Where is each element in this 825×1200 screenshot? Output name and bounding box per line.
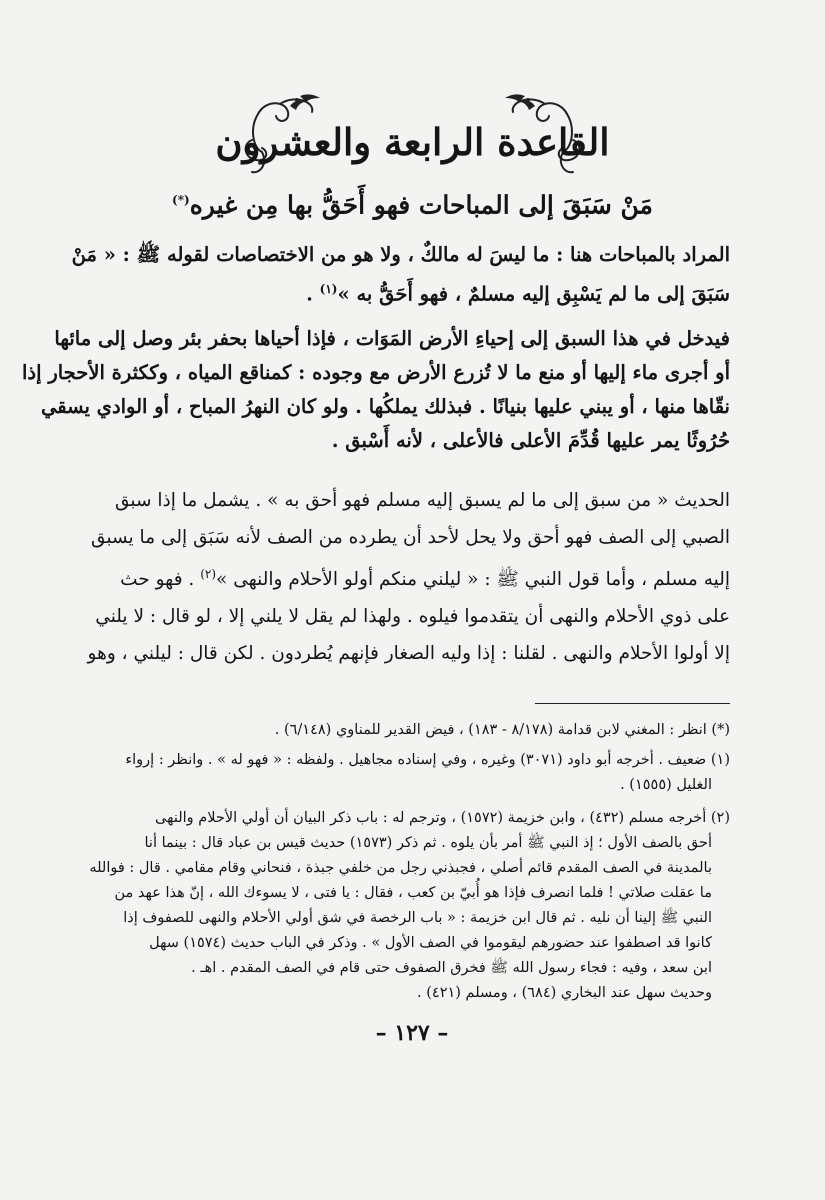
footnote-line: بالمدينة في الصف المقدم قائم أصلي ، فجبذني رجل من خلفي جبذة ، فنحاني وقام مقامي . قال : فوالله <box>89 860 712 876</box>
paragraph-hadith-commentary <box>87 482 730 672</box>
paragraph-line: نقّاها منها ، أو يبني عليها بنيانًا . فبذلك يملكُها . ولو كان النهرُ المباح ، أو الوادي يسقي <box>40 395 730 418</box>
footnote-1 <box>98 748 730 798</box>
paragraph-line-text: سَبَقَ إلى ما لم يَسْبِق إليه مسلمٌ ، فهو أَحَقُّ به » <box>337 282 730 306</box>
paragraph-line <box>98 272 730 312</box>
subtitle-footnote-ref: (*) <box>172 193 190 207</box>
footnote-marker: (*) <box>711 722 730 738</box>
footnote-marker: (٢) <box>710 810 730 826</box>
footnote-line <box>98 806 730 831</box>
footnote-divider <box>535 703 730 704</box>
footnote-ref: (٢) <box>200 567 217 581</box>
paragraph-line-text: إليه مسلم ، وأما قول النبي ﷺ : « ليلني منكم أولو الأحلام والنهى » <box>216 569 730 591</box>
rule-subtitle <box>90 180 735 225</box>
footnote-2 <box>89 806 730 1006</box>
paragraph-line: أو أجرى ماء إليها أو منع ما لا تُزرع الأرض مع وجوده : كمناقع المياه ، وككثرة الأحجار إذا <box>22 361 730 384</box>
footnote-text: ضعيف . أخرجه أبو داود (٣٠٧١) وغيره ، وفي إسناده مجاهيل . ولفظه : « فهو له » . وانظر : إرواء <box>125 752 707 768</box>
page-title: القاعدة الرابعة والعشرون <box>215 120 610 164</box>
paragraph-line: المراد بالمباحات هنا : ما ليسَ له مالكٌ ، ولا هو من الاختصاصات لقوله ﷺ : « مَنْ <box>71 243 730 266</box>
footnote-line: ابن سعد ، وفيه : فجاء رسول الله ﷺ فخرق الصفوف حتى قام في الصف المقدم . اهـ . <box>191 960 712 976</box>
footnote-ref: (١) <box>319 282 338 296</box>
footnote-line: أحق بالصف الأول ؛ إذ النبي ﷺ أمر بأن يلوه . ثم ذكر (١٥٧٣) حديث قيس بن عباد قال : بينما أنا <box>144 835 712 851</box>
footnote-star <box>98 718 730 743</box>
footnote-line: وحديث سهل عند البخاري (٦٨٤) ، ومسلم (٤٢١) . <box>417 985 712 1001</box>
paragraph-line: الصبي إلى الصف فهو أحق ولا يحل لأحد أن يطرده من الصف لأنه سَبَق إلى ما يسبق <box>91 527 730 548</box>
paragraph-reviving-land <box>22 322 730 458</box>
footnote-line: ما عقلت صلاتي ! فلما انصرف فإذا هو أُبيّ بن كعب ، فقال : يا فتى ، لا يسوءك الله ، إنّ هذا عهد من <box>114 885 712 901</box>
subtitle-text: مَنْ سَبَقَ إلى المباحات فهو أَحَقُّ بها مِن غيره <box>189 190 653 220</box>
footnote-line <box>98 718 730 743</box>
footnote-marker: (١) <box>710 752 730 768</box>
paragraph-line: على ذوي الأحلام والنهى أن يتقدموا فيلوه . ولهذا لم يقل لا يلني إلا ، لو قال : لا يلني <box>95 606 730 628</box>
footnote-line: النبي ﷺ إلينا أن نليه . ثم قال ابن خزيمة : « باب الرخصة في شق أولي الأحلام والنهى للصفوف إذا <box>123 910 712 926</box>
paragraph-line-end: . فهو حث <box>120 569 201 591</box>
paragraph-definition <box>71 238 730 312</box>
paragraph-line: إلا أولوا الأحلام والنهى . لقلنا : إذا وليه الصغار فإنهم يُطردون . لكن قال : ليلني ، وهو <box>87 643 730 665</box>
footnote-line: كانوا قد اصطفوا عند حضورهم ليقوموا في الصف الأول » . وذكر في الباب حديث (١٥٧٤) سهل <box>149 935 712 951</box>
paragraph-line: فيدخل في هذا السبق إلى إحياءِ الأرض المَوَات ، فإذا أحياها بحفر بئر وصل إلى مائها <box>54 327 730 350</box>
paragraph-line: حُرُوثًا يمر عليها قُدِّمَ الأعلى فالأعلى ، لأنه أَسْبق . <box>331 429 730 452</box>
page-number: – ١٢٧ – <box>375 1020 449 1046</box>
paragraph-line-end: . <box>306 282 320 306</box>
paragraph-line <box>98 556 730 598</box>
footnote-line: الغليل (١٥٥٥) . <box>620 777 712 793</box>
paragraph-line: الحديث « من سبق إلى ما لم يسبق إليه مسلم فهو أحق به » . يشمل ما إذا سبق <box>114 490 730 511</box>
footnote-text: أخرجه مسلم (٤٣٢) ، وابن خزيمة (١٥٧٢) ، وترجم له : باب ذكر البيان أن أولي الأحلام والنهى <box>155 810 707 826</box>
footnote-line <box>98 748 730 773</box>
footnote-text: انظر : المغني لابن قدامة (٨/١٧٨ - ١٨٣) ، فيض القدير للمناوي (٦/١٤٨) . <box>274 722 707 738</box>
